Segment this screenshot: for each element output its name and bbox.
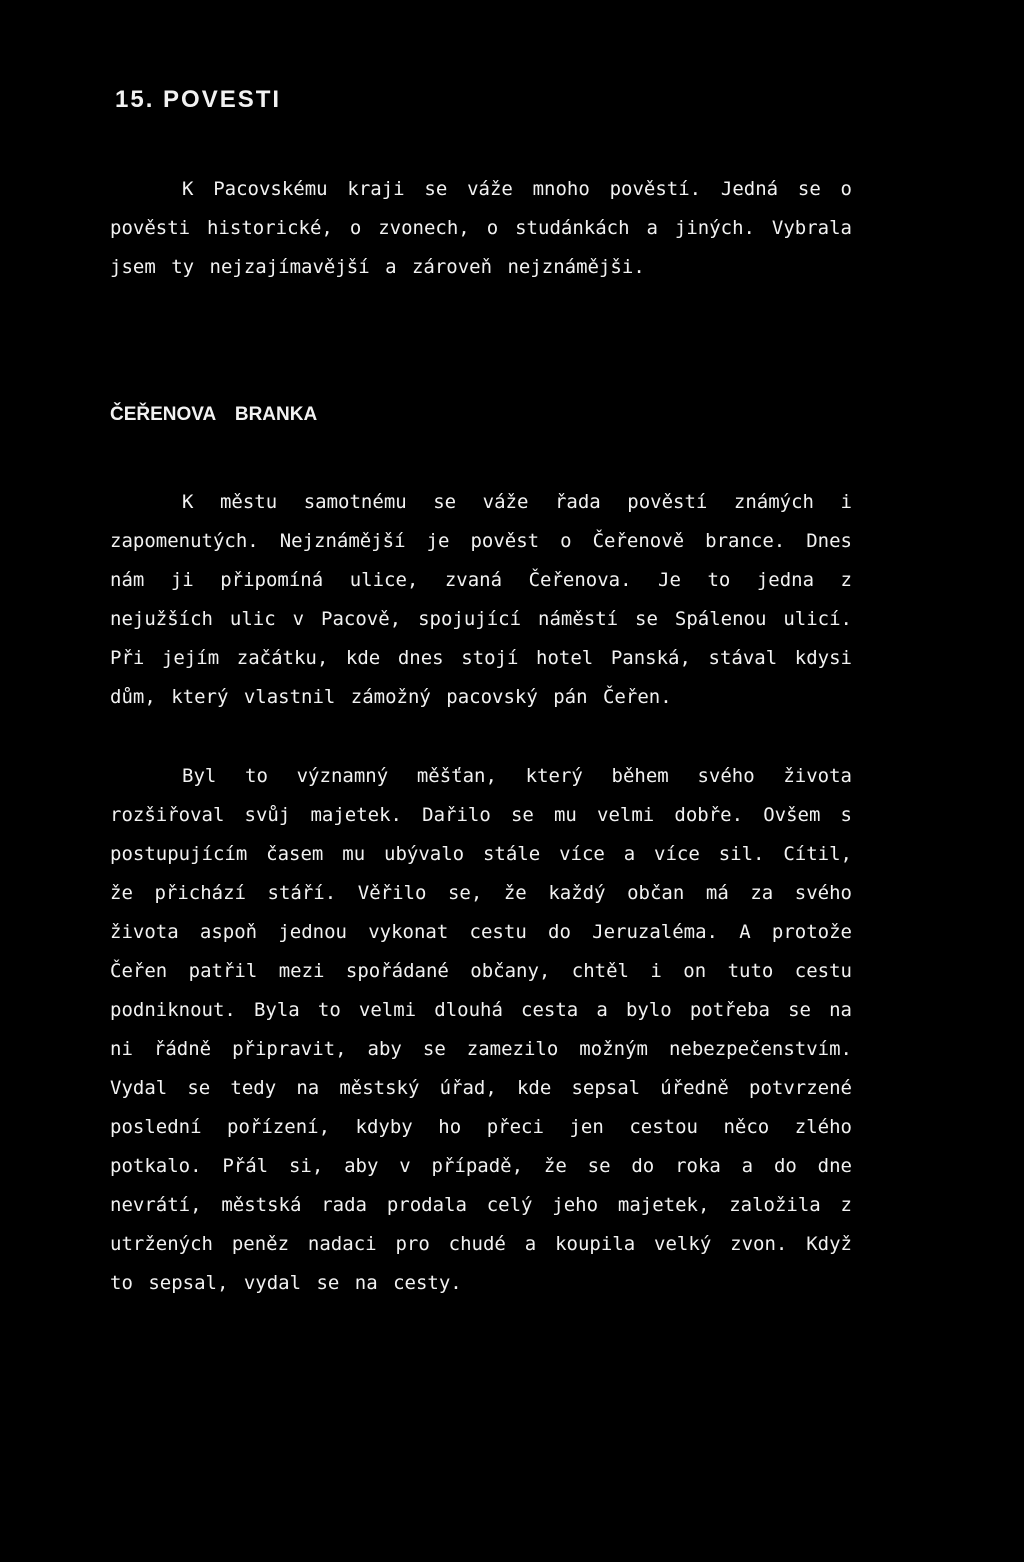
body-paragraph-1: K městu samotnému se váže řada pověstí známých i zapomenutých. Nejznámější je pověst o Čeřenově brance. Dnes nám ji připomíná ulice, zvaná Čeřenova. Je to jedna z nejužších ulic v Pacově, spojující náměstí se Spálenou ulicí. Při jejím začátku, kde dnes stojí hotel Panská, stával kdysi dům, který vlastnil zámožný pacovský pán Čeřen. (110, 491, 852, 708)
intro-paragraph: K Pacovskému kraji se váže mnoho pověstí. Jedná se o pověsti historické, o zvonech, o studánkách a jiných. Vybrala jsem ty nejzajímavější a zároveň nejznámějši. (110, 178, 852, 278)
body-paragraph-2: Byl to významný měšťan, který během svého života rozšiřoval svůj majetek. Dařilo se mu velmi dobře. Ovšem s postupujícím časem mu ubývalo stále více a více sil. Cítil, že přichází stáří. Věřilo se, že každý občan má za svého života aspoň jednou vykonat cestu do Jeruzaléma. A protože Čeřen patřil mezi spořádané občany, chtěl i on tuto cestu podniknout. Byla to velmi dlouhá cesta a bylo potřeba se na ni řádně připravit, aby se zamezilo možným nebezpečenstvím. Vydal se tedy na městský úřad, kde sepsal úředně potvrzené poslední pořízení, kdyby ho přeci jen cestou něco zlého potkalo. Přál si, aby v případě, že se do roka a do dne nevrátí, městská rada prodala celý jeho majetek, založila z utržených peněz nadaci pro chudé a koupila velký zvon. Když to sepsal, vydal se na cesty. (110, 765, 852, 1294)
chapter-title: 15. POVESTI (115, 86, 282, 113)
section-title: ČEŘENOVA BRANKA (110, 404, 318, 425)
